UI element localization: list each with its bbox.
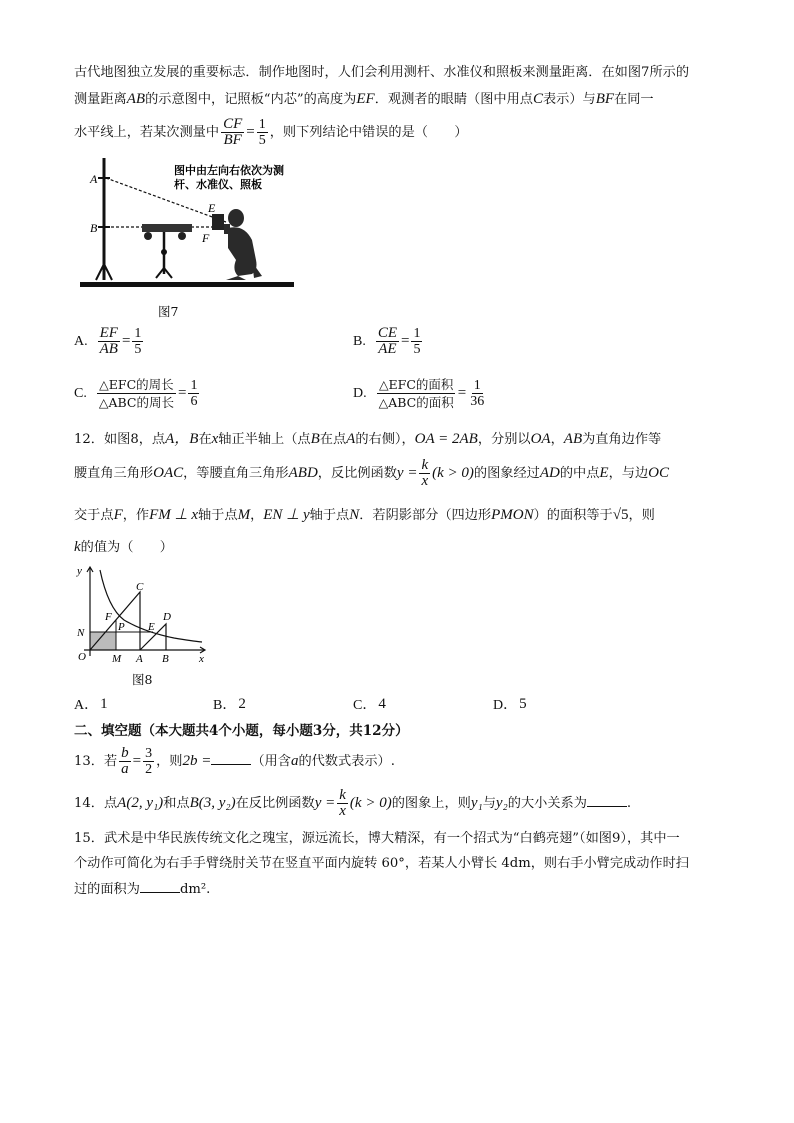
q12-option-a-value: 1 (100, 695, 108, 712)
option-a-vnum: 1 (134, 326, 142, 341)
q11-line-3 (74, 114, 468, 151)
option-b-value (411, 326, 422, 357)
option-b-label: B. (353, 333, 366, 349)
q12-text-2c: ，反比例函数 (317, 466, 397, 481)
option-d-vden: 36 (470, 394, 485, 409)
q12-text-4a: 的值为（ ） (80, 540, 173, 555)
q13-var: a (290, 753, 299, 769)
q12-text-1g: ， (550, 432, 564, 447)
q14-y2: y₂ (495, 795, 508, 811)
option-a-eq: = (121, 333, 131, 349)
fig8-label-b: B (162, 653, 169, 665)
q12-text-2b: ，等腰直角三角形 (183, 466, 289, 481)
option-b-den: AE (378, 341, 397, 357)
q12-k-den: x (421, 473, 429, 489)
q12-text-3g: ）的面积等于 (533, 508, 613, 523)
q12-oc: OC (648, 465, 669, 481)
q14-text-g: . (626, 796, 632, 811)
q12-text-1h: 为直角边作等 (582, 432, 662, 447)
figure-7 (76, 152, 298, 292)
option-c-label: C. (74, 385, 87, 401)
q12-option-a-label: A． (74, 698, 99, 713)
q11-text-2c: ．观测者的眼睛（图中用点 (374, 92, 533, 107)
q12-text-1b: 在 (198, 432, 212, 447)
q14-line (74, 784, 631, 823)
q12-option-d-value: 5 (519, 695, 527, 712)
q12-text-1f: ，分别以 (477, 432, 531, 447)
q12-point-a: A (346, 431, 356, 447)
level-knob-1 (144, 232, 152, 240)
q12-k: k (74, 539, 81, 555)
option-d-vnum: 1 (473, 378, 481, 393)
q14-text-a: 14．点 (74, 796, 118, 811)
q14-point-b: B(3, y₂) (189, 795, 236, 811)
q13-line (74, 742, 395, 781)
q12-option-b-value: 2 (238, 695, 246, 712)
q14-cond: (k > 0) (349, 795, 392, 811)
q14-point-a: A(2, y₁) (117, 795, 164, 811)
q12-text-3b: ，作 (122, 508, 150, 523)
q12-point-f: F (113, 507, 123, 523)
level-stand-joint (161, 249, 167, 255)
option-d[interactable] (353, 376, 488, 411)
q12-line-2 (74, 454, 669, 493)
q15-line-1 (74, 830, 680, 848)
q12-ab: AB (563, 431, 583, 447)
label-e: E (208, 201, 216, 215)
option-a-value (132, 326, 143, 357)
q12-point-m: M (237, 507, 251, 523)
q12-text-3f: ．若阴影部分（四边形 (359, 508, 492, 523)
option-b-vden: 5 (413, 342, 421, 357)
option-c-den: △ABC的周长 (98, 395, 174, 410)
option-c-fraction (97, 376, 176, 411)
option-c-vnum: 1 (190, 378, 198, 393)
q14-text-f: 的大小关系为 (507, 796, 587, 811)
option-c-eq: = (177, 385, 187, 401)
q12-text-1d: 在点 (319, 432, 347, 447)
option-d-fraction (377, 376, 456, 411)
fig8-label-x: x (199, 653, 204, 665)
option-a-num: EF (99, 325, 118, 341)
ratio-num: CF (223, 116, 243, 132)
q14-y-eq: y = (314, 795, 336, 811)
option-b-eq: = (401, 333, 410, 349)
q12-option-c[interactable] (353, 694, 386, 714)
q12-line-1 (74, 430, 661, 449)
ratio-den: BF (223, 132, 242, 148)
q12-text-3d: ， (250, 508, 264, 523)
segment-ab: AB (126, 91, 146, 107)
figure-8 (74, 562, 210, 666)
q12-text-2f: ，与边 (608, 466, 649, 481)
option-c-num: △EFC的周长 (99, 377, 174, 392)
option-c-value (188, 378, 199, 409)
q12-pmon: PMON (491, 507, 534, 523)
q14-y1: y₁ (470, 795, 483, 811)
q14-text-d: 的图象上，则 (391, 796, 471, 811)
figure-8-caption: 图8 (132, 672, 153, 687)
q12-oa-eq: OA = 2AB (414, 431, 478, 447)
q13-text-b: ，则 (156, 754, 183, 769)
q13-text-d: 的代数式表示）. (298, 754, 395, 769)
q12-text-2a: 腰直角三角形 (74, 466, 154, 481)
ratio-value-num: 1 (258, 117, 266, 132)
option-c-vden: 6 (190, 394, 198, 409)
q13-fraction (119, 746, 131, 777)
option-b[interactable] (353, 326, 424, 357)
ratio-value (257, 117, 268, 148)
fig8-label-d: D (163, 611, 171, 623)
q12-k-num: k (421, 457, 429, 473)
q15-text-2: 个动作可简化为右手手臂绕肘关节在竖直平面内旋转 60°，若某人小臂长 4dm，则右手小臂完成动作时扫 (74, 856, 689, 871)
q12-line-4 (74, 538, 173, 557)
q11-text-1: 古代地图独立发展的重要标志．制作地图时，人们会利用测杆、水准仪和照板来测量距离．在如图7所示的 (74, 65, 690, 80)
q13-den: a (121, 761, 129, 777)
q12-text-1a: 12．如图8，点 (74, 432, 166, 447)
q15-text-3a: 过的面积为 (74, 882, 140, 897)
q12-text-1e: 的右侧）， (355, 432, 415, 447)
option-a[interactable] (74, 326, 145, 357)
section-2-title: 二、填空题（本大题共4个小题，每小题3分，共12分） (74, 723, 409, 739)
q15-line-2 (74, 855, 689, 873)
fig8-label-o: O (78, 651, 86, 663)
q13-num: b (121, 745, 129, 761)
fig8-label-c: C (136, 581, 144, 593)
q13-value (143, 746, 154, 777)
q12-y-eq: y = (396, 465, 418, 481)
q12-en: EN ⊥ y (263, 507, 310, 523)
fig8-label-a: A (136, 653, 143, 665)
q13-answer-blank[interactable] (211, 752, 251, 765)
q15-text-3b: dm². (179, 882, 211, 897)
q14-answer-blank[interactable] (587, 794, 627, 807)
q11-line-2 (74, 90, 654, 109)
q11-text-2e: 在同一 (614, 92, 654, 107)
q12-text-3c: 轴于点 (198, 508, 238, 523)
option-a-vden: 5 (134, 342, 142, 357)
option-a-fraction (98, 326, 120, 357)
q12-text-3e: 轴于点 (309, 508, 350, 523)
label-b: B (90, 221, 98, 235)
option-d-num: △EFC的面积 (378, 377, 454, 392)
fig8-label-m: M (112, 653, 122, 665)
q14-text-e: 与 (482, 796, 496, 811)
q12-point-b: B (310, 431, 320, 447)
level-instrument (142, 224, 192, 232)
q12-text-2d: 的图象经过 (473, 466, 540, 481)
fig8-label-y: y (77, 565, 82, 577)
q12-text-3a: 交于点 (74, 508, 114, 523)
fig8-label-n: N (77, 627, 85, 639)
q12-option-d[interactable] (493, 694, 527, 714)
observer-figure (224, 209, 262, 280)
q12-points-ab: A，B (165, 431, 199, 447)
q12-option-b-label: B． (213, 698, 237, 713)
q14-k-den: x (339, 803, 346, 819)
option-c[interactable] (74, 376, 201, 411)
ground-line (80, 282, 294, 287)
q12-option-c-label: C． (353, 698, 377, 713)
q13-expr: 2b = (182, 753, 212, 769)
q12-x: x (211, 431, 219, 447)
q14-text-b: 和点 (163, 796, 190, 811)
ratio-eq: = (246, 124, 255, 140)
q12-abd: ABD (288, 465, 318, 481)
option-d-label: D. (353, 385, 367, 401)
option-d-eq: = (457, 385, 467, 401)
q13-text-a: 13．若 (74, 754, 118, 769)
figure-7-caption: 图7 (158, 304, 179, 319)
fig8-label-f: F (105, 611, 112, 623)
q12-oa: OA (530, 431, 551, 447)
q11-text-3a: 水平线上，若某次测量中 (74, 125, 220, 140)
q12-line-3 (74, 506, 655, 525)
q11-line-1 (74, 64, 689, 82)
ratio-value-den: 5 (258, 133, 266, 148)
q12-option-c-value: 4 (378, 695, 386, 712)
figure-note-2: 杆、水准仪、照板 (174, 178, 262, 191)
q13-text-c: （用含 (251, 754, 291, 769)
point-c: C (532, 91, 543, 107)
label-f: F (202, 231, 210, 245)
q14-text-c: 在反比例函数 (235, 796, 315, 811)
q14-k-num: k (339, 787, 346, 803)
q15-text-1: 15．武术是中华民族传统文化之瑰宝，源远流长，博大精深，有一个招式为“白鹤亮翅”（如图9），其中一 (74, 831, 680, 846)
q12-fm: FM ⊥ x (149, 507, 198, 523)
segment-ef: EF (356, 91, 375, 107)
q13-vnum: 3 (145, 746, 153, 761)
q11-text-2b: 的示意图中，记照板“内芯”的高度为 (145, 92, 357, 107)
option-d-den: △ABC的面积 (378, 395, 454, 410)
q11-text-2a: 测量距离 (74, 92, 127, 107)
q11-text-2d: 表示）与 (542, 92, 596, 107)
q12-sqrt5: √5 (612, 507, 629, 523)
ratio-fraction (221, 117, 244, 148)
fig8-label-p: P (118, 621, 125, 633)
q12-k-over-x (419, 458, 430, 489)
q15-line-3 (74, 880, 210, 899)
q12-k-cond: (k > 0) (432, 465, 474, 481)
option-b-fraction (376, 326, 399, 357)
option-a-den: AB (99, 341, 118, 357)
q12-option-d-label: D． (493, 698, 518, 713)
sighting-board (212, 214, 224, 230)
q12-option-b[interactable] (213, 694, 246, 714)
label-a: A (90, 172, 98, 186)
option-b-vnum: 1 (413, 326, 421, 341)
q12-text-3h: ，则 (628, 508, 655, 523)
q12-option-a[interactable] (74, 694, 108, 714)
q11-text-3b: ，则下列结论中错误的是（ ） (269, 125, 468, 140)
q12-point-n: N (349, 507, 360, 523)
fig8-label-e: E (148, 621, 155, 633)
option-d-value (468, 378, 486, 409)
q12-text-2e: 的中点 (559, 466, 600, 481)
segment-bf: BF (595, 91, 615, 107)
q15-answer-blank[interactable] (140, 880, 180, 893)
q12-oac: OAC (153, 465, 184, 481)
q13-eq: = (132, 753, 142, 769)
q14-k-over-x (337, 788, 348, 819)
figure-note-1: 图中由左向右依次为测 (174, 164, 284, 177)
option-b-num: CE (377, 325, 398, 341)
q12-point-e: E (599, 465, 609, 481)
option-a-label: A. (74, 333, 88, 349)
q12-text-1c: 轴正半轴上（点 (218, 432, 311, 447)
q12-ad: AD (539, 465, 560, 481)
level-knob-2 (178, 232, 186, 240)
q13-vden: 2 (145, 762, 153, 777)
